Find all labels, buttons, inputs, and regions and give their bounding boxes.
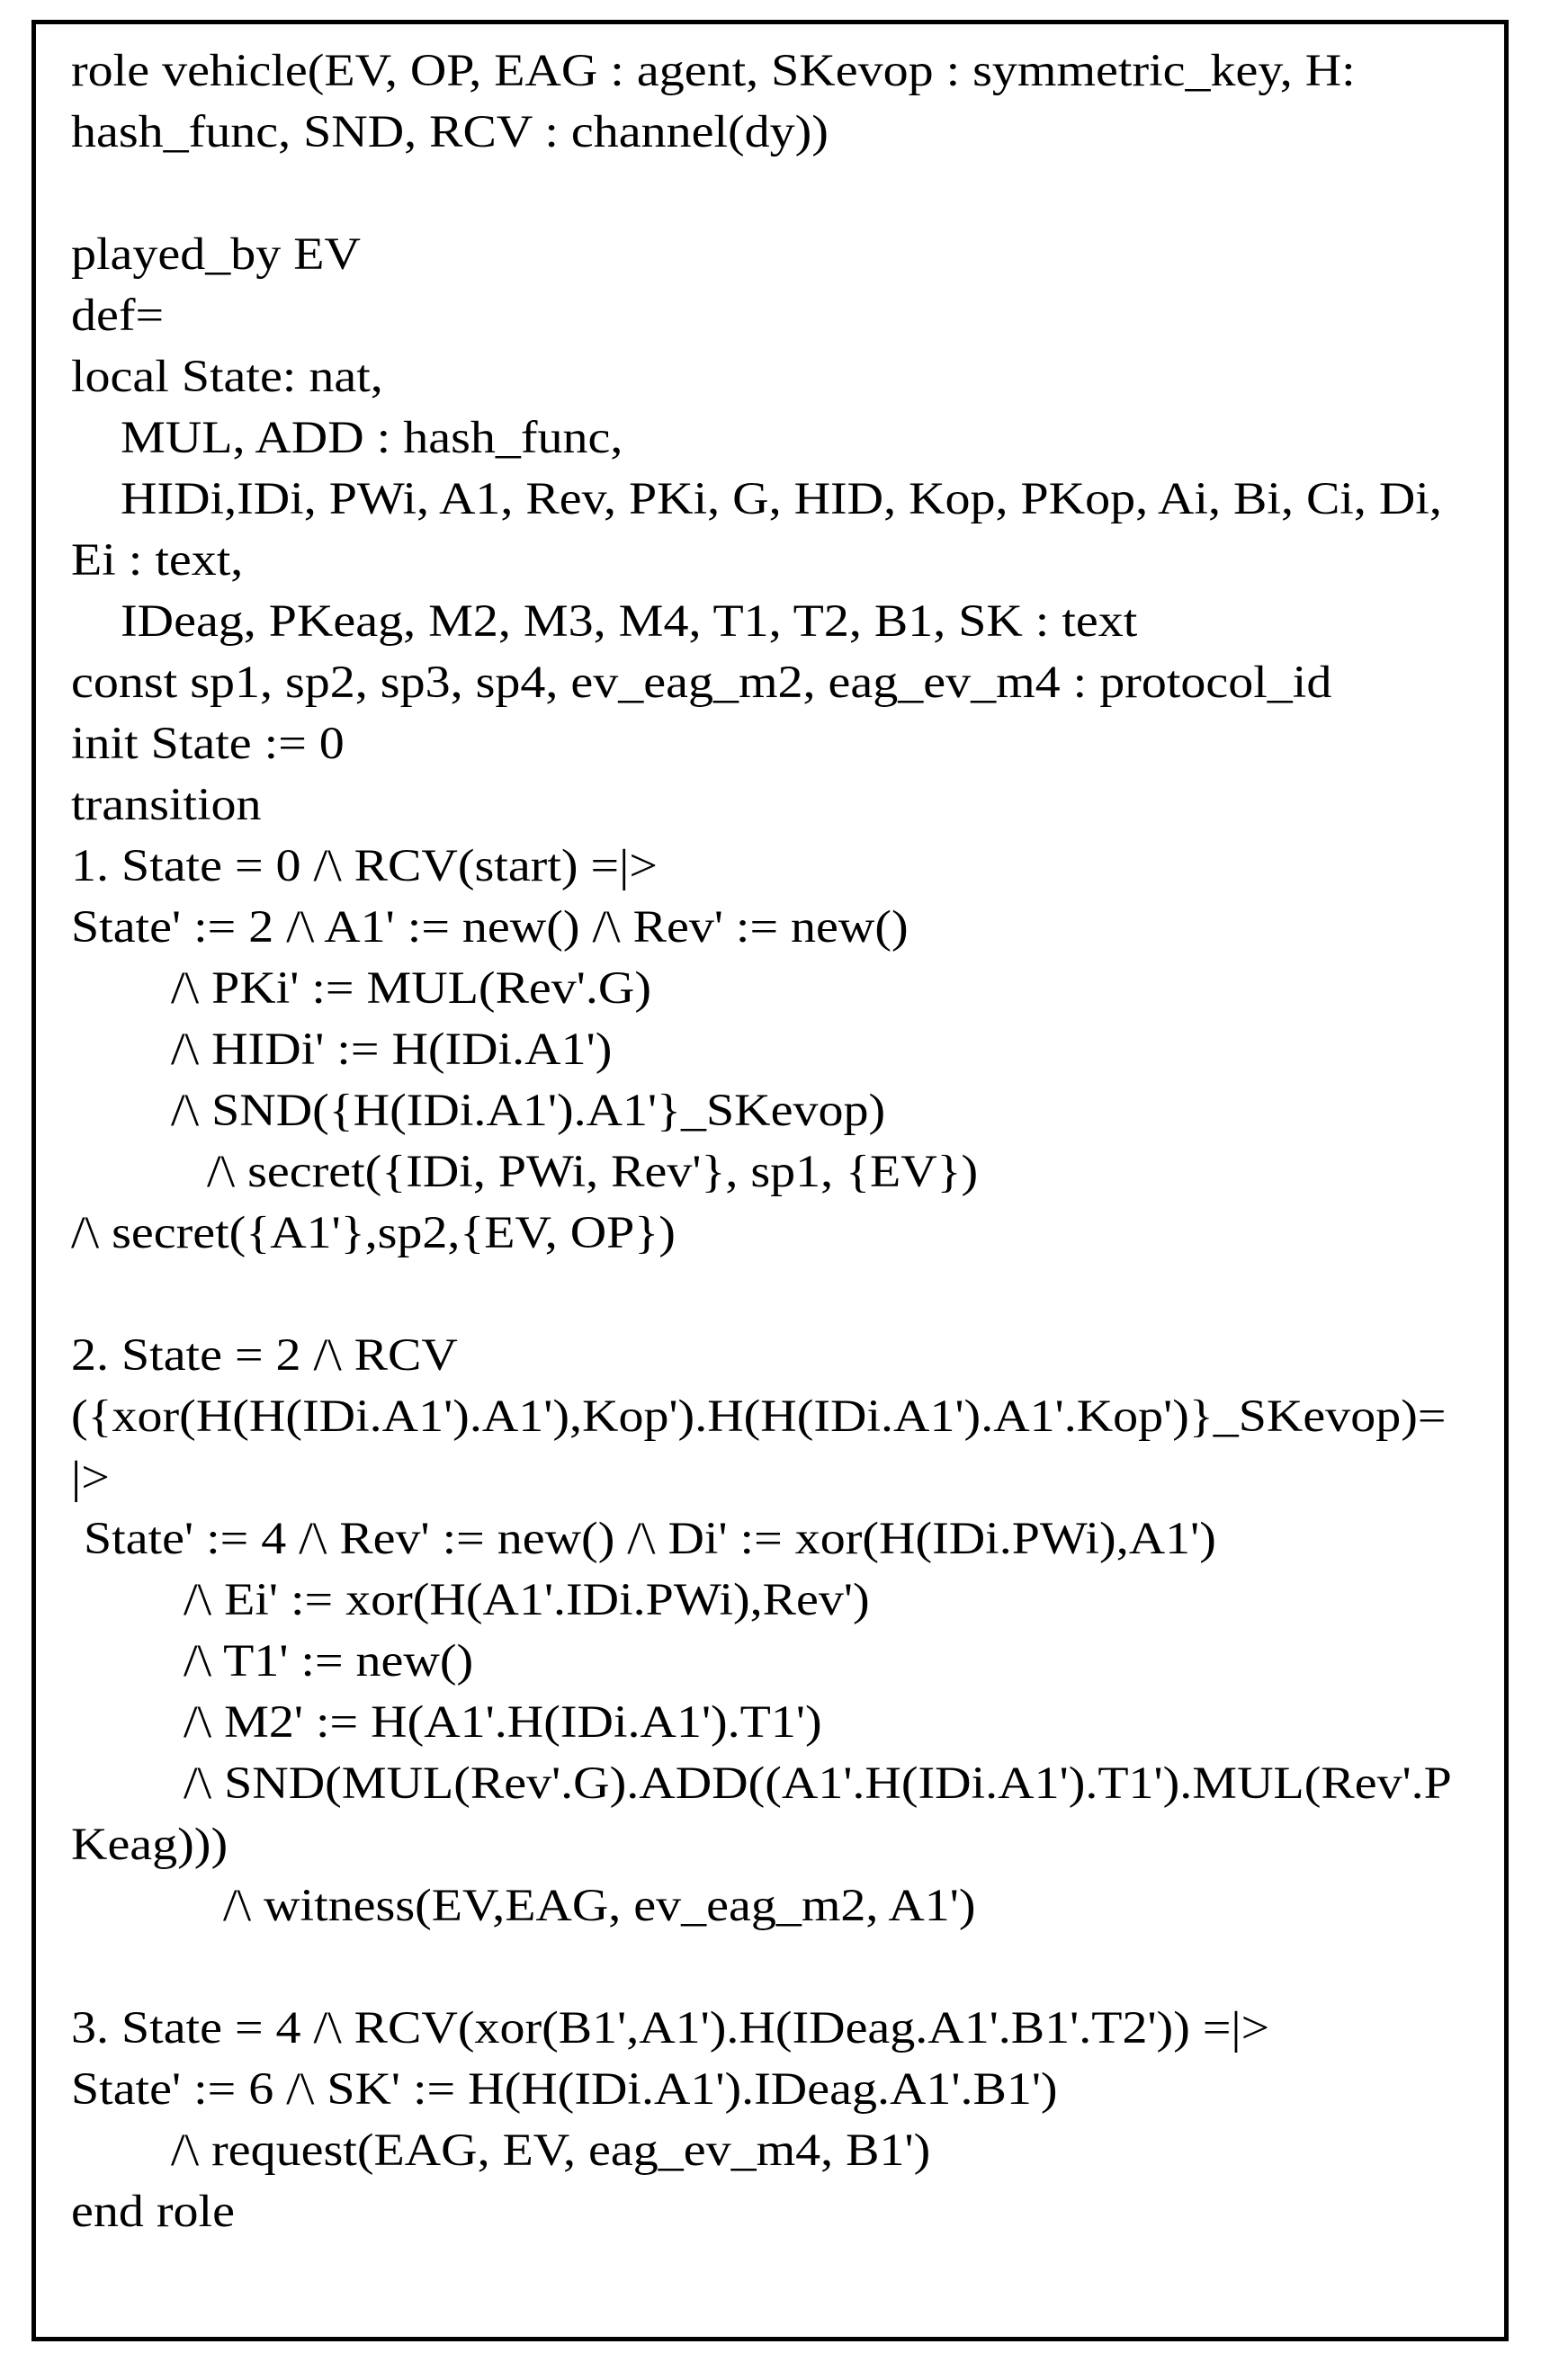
code-line-local-texts-2: IDeag, PKeag, M2, M3, M4, T1, T2, B1, SK : text [121, 595, 1138, 647]
code-line-t1-pki: /\ PKi' := MUL(Rev'.G) [171, 962, 651, 1014]
code-line-transition-1: 1. State = 0 /\ RCV(start) =|> [71, 840, 658, 891]
code-line-t2-t1: /\ T1' := new() [184, 1635, 474, 1687]
code-line-t1-state: State' := 2 /\ A1' := new() /\ Rev' := new() [71, 901, 909, 953]
code-line-played-by: played_by EV [71, 228, 361, 280]
code-line-t2-m2: /\ M2' := H(A1'.H(IDi.A1').T1') [184, 1696, 822, 1748]
code-line-t1-snd: /\ SND({H(IDi.A1').A1'}_SKevop) [171, 1085, 886, 1136]
code-line-role-header-cont: hash_func, SND, RCV : channel(dy)) [71, 106, 829, 157]
code-line-t2-state: State' := 4 /\ Rev' := new() /\ Di' := xor(H(IDi.PWi),A1') [71, 1513, 1216, 1564]
code-line-t2-rcv: ({xor(H(H(IDi.A1').A1'),Kop').H(H(IDi.A1').A1'.Kop')}_SKevop)= [71, 1391, 1447, 1442]
code-line-t2-ei: /\ Ei' := xor(H(A1'.IDi.PWi),Rev') [184, 1574, 870, 1625]
code-line-local-texts: HIDi,IDi, PWi, A1, Rev, PKi, G, HID, Kop, PKop, Ai, Bi, Ci, Di, [121, 473, 1442, 524]
code-line-t2-witness: /\ witness(EV,EAG, ev_eag_m2, A1') [223, 1880, 976, 1931]
code-line-def: def= [71, 290, 165, 341]
code-line-end-role: end role [71, 2186, 235, 2237]
code-line-local-hash-funcs: MUL, ADD : hash_func, [121, 412, 623, 463]
code-line-local-texts-cont: Ei : text, [71, 534, 244, 586]
code-line-const: const sp1, sp2, sp3, sp4, ev_eag_m2, eag_ev_m4 : protocol_id [71, 657, 1332, 708]
code-line-local-state: local State: nat, [71, 351, 383, 402]
code-line-init: init State := 0 [71, 718, 345, 769]
code-line-role-header: role vehicle(EV, OP, EAG : agent, SKevop : symmetric_key, H: [71, 45, 1356, 96]
code-line-t1-secret-sp1: /\ secret({IDi, PWi, Rev'}, sp1, {EV}) [207, 1146, 979, 1197]
code-line-t3-request: /\ request(EAG, EV, eag_ev_m4, B1') [171, 2125, 931, 2176]
code-line-transition-2: 2. State = 2 /\ RCV [71, 1329, 458, 1381]
code-line-t2-arrow: |> [71, 1452, 110, 1503]
code-line-t3-state: State' := 6 /\ SK' := H(H(IDi.A1').IDeag.A1'.B1') [71, 2063, 1058, 2115]
code-line-t1-secret-sp2: /\ secret({A1'},sp2,{EV, OP}) [71, 1207, 676, 1258]
code-line-t2-snd: /\ SND(MUL(Rev'.G).ADD((A1'.H(IDi.A1').T1').MUL(Rev'.P [184, 1758, 1452, 1809]
code-line-transition: transition [71, 779, 262, 830]
code-line-t2-snd-cont: Keag))) [71, 1819, 228, 1870]
code-line-t1-hidi: /\ HIDi' := H(IDi.A1') [171, 1024, 613, 1075]
code-line-transition-3: 3. State = 4 /\ RCV(xor(B1',A1').H(IDeag.A1'.B1'.T2')) =|> [71, 2002, 1270, 2053]
